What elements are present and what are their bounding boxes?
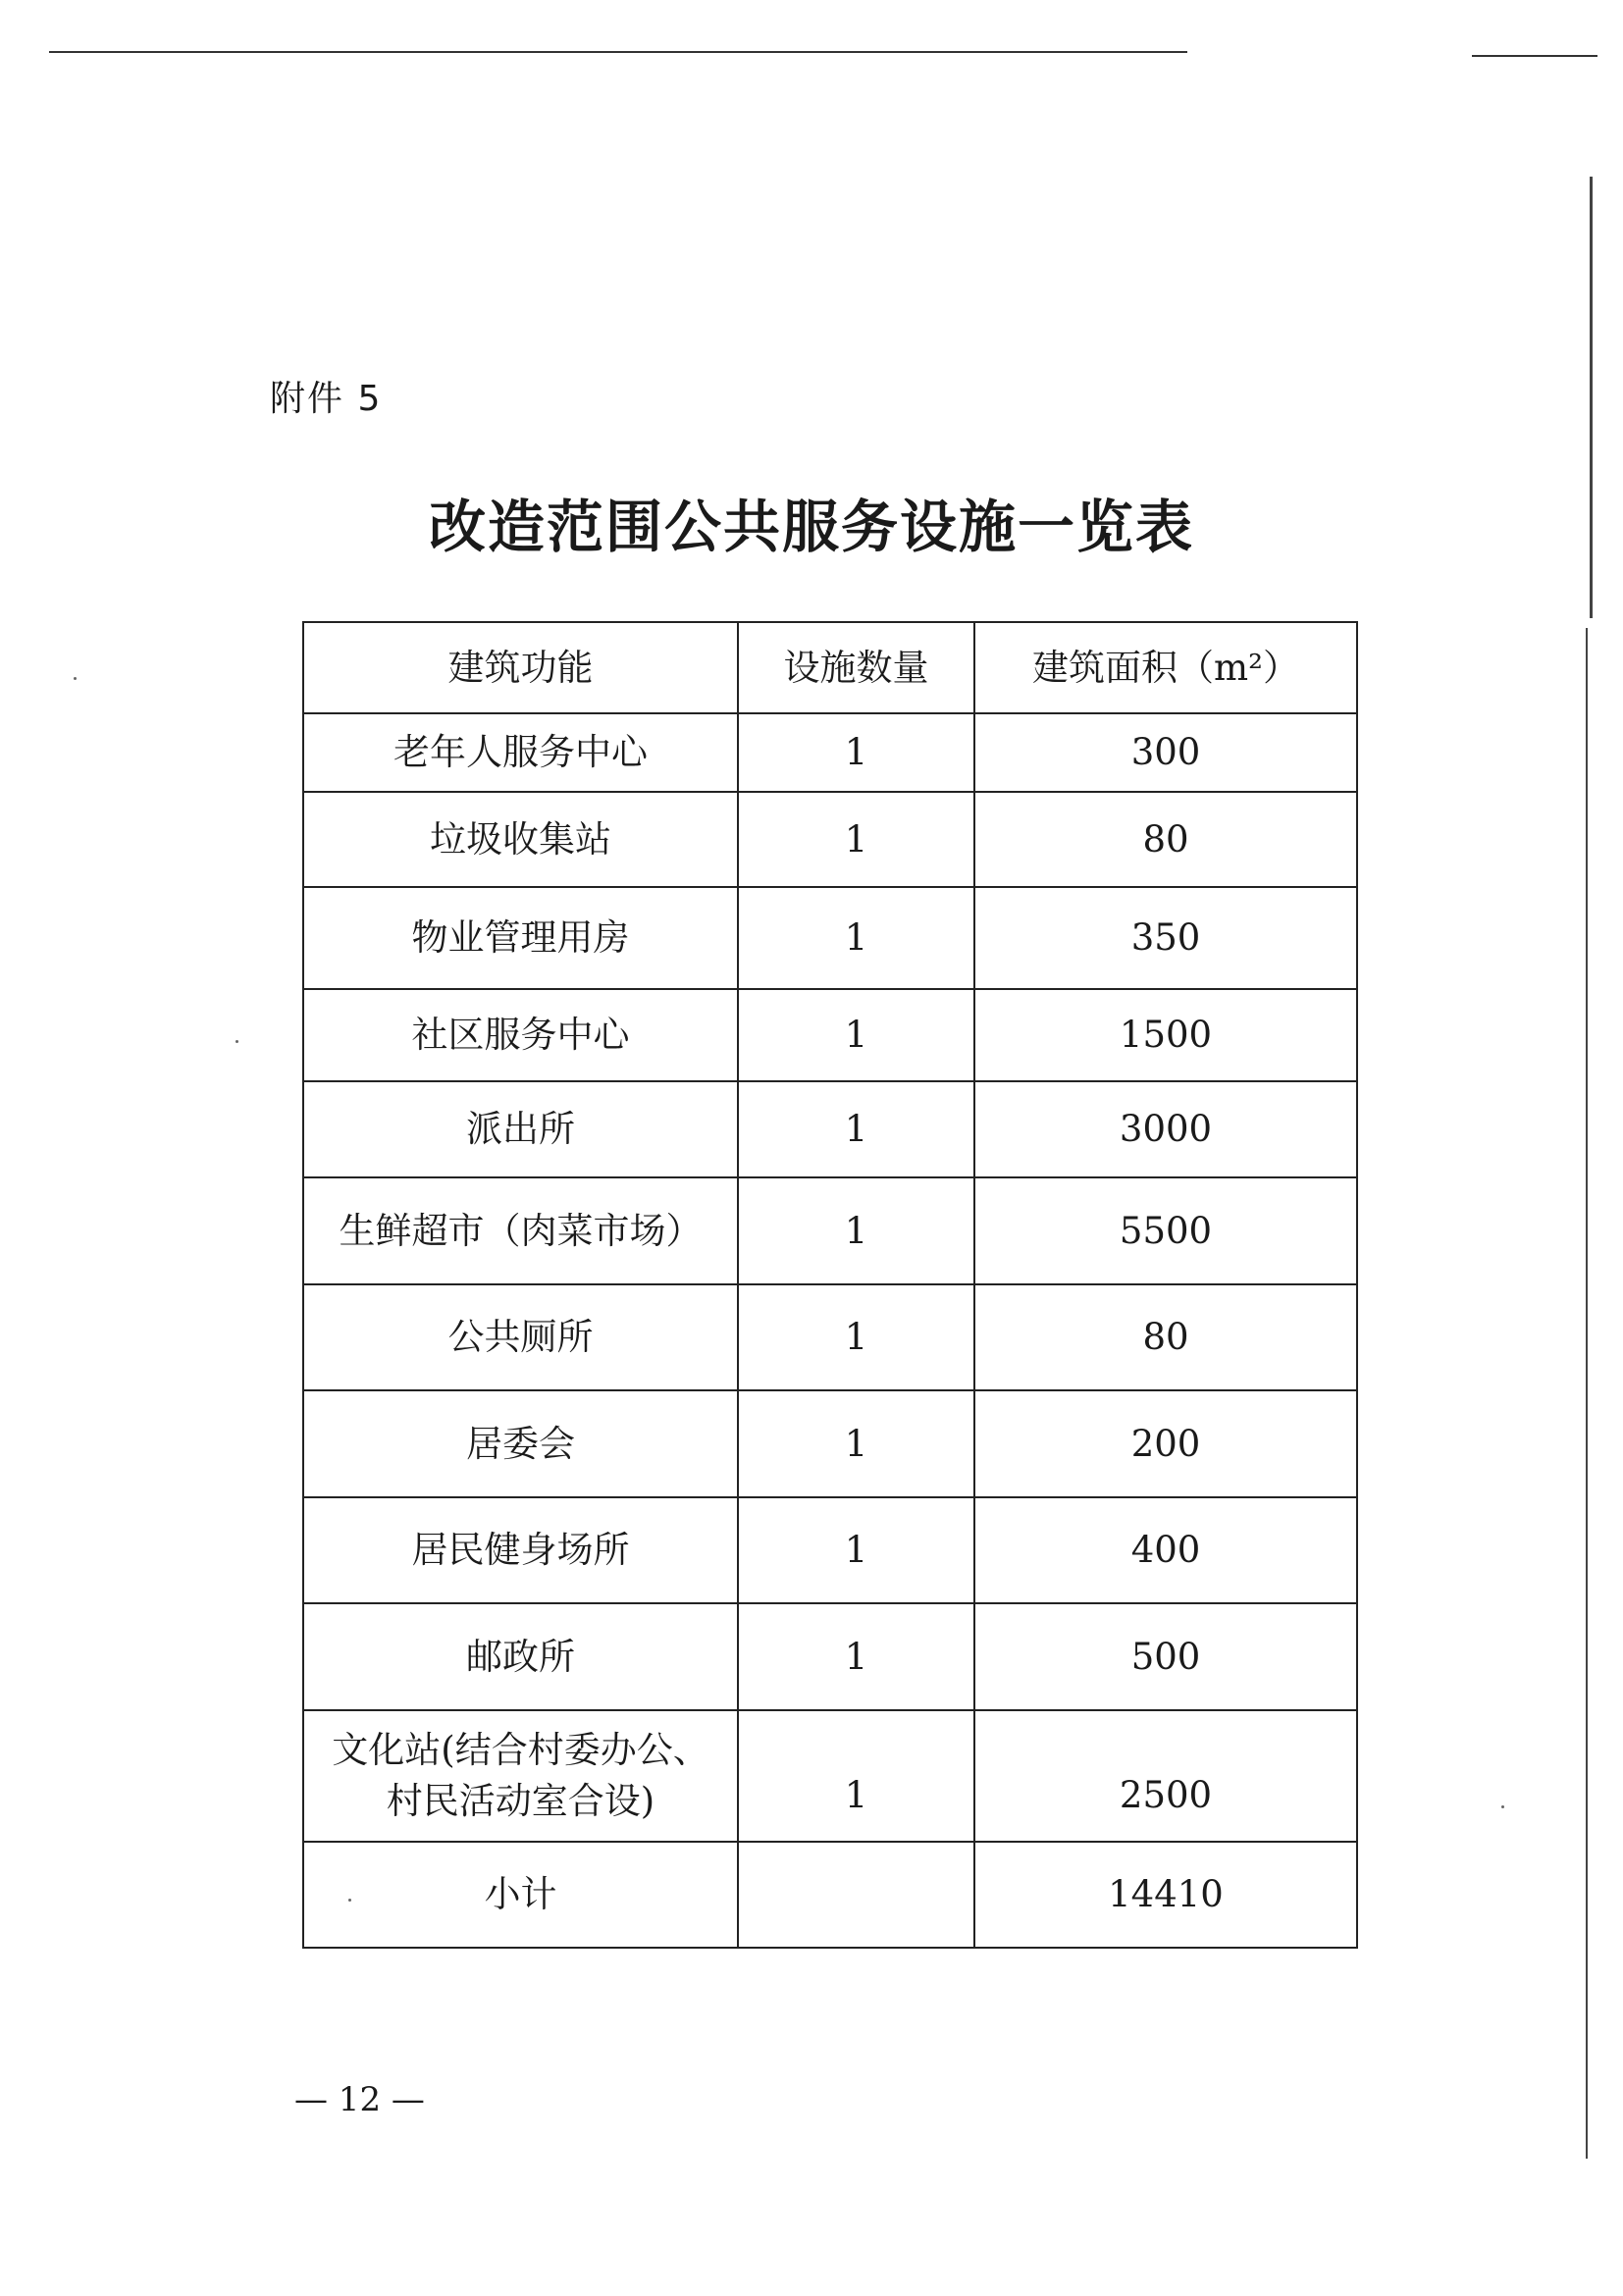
table-row [303, 713, 1357, 792]
cell-count: 1 [738, 713, 974, 792]
cell-total-count [738, 1842, 974, 1948]
cell-count: 1 [738, 1081, 974, 1177]
cell-count: 1 [738, 1177, 974, 1284]
cell-area: 1500 [974, 989, 1357, 1081]
cell-area: 5500 [974, 1177, 1357, 1284]
cell-area: 3000 [974, 1081, 1357, 1177]
cell-function: 老年人服务中心 [303, 713, 738, 792]
cell-function: 垃圾收集站 [303, 792, 738, 887]
cell-area: 2500 [974, 1710, 1357, 1842]
header-function: 建筑功能 [303, 622, 738, 713]
cell-area: 80 [974, 792, 1357, 887]
table-row [303, 1081, 1357, 1177]
cell-area: 500 [974, 1603, 1357, 1710]
cell-total-area: 14410 [974, 1842, 1357, 1948]
cell-function: 生鲜超市（肉菜市场） [303, 1177, 738, 1284]
scan-top-line-right [1472, 55, 1597, 57]
header-count: 设施数量 [738, 622, 974, 713]
scan-speck [74, 677, 77, 680]
cell-count: 1 [738, 989, 974, 1081]
cell-function: 居委会 [303, 1390, 738, 1497]
cell-count: 1 [738, 1603, 974, 1710]
table-row [303, 1710, 1357, 1842]
cell-count: 1 [738, 887, 974, 989]
scan-speck [1501, 1805, 1504, 1808]
table-row [303, 1390, 1357, 1497]
cell-area: 80 [974, 1284, 1357, 1390]
cell-area: 400 [974, 1497, 1357, 1603]
scan-speck [236, 1040, 238, 1043]
table-row [303, 1497, 1357, 1603]
table-row [303, 1284, 1357, 1390]
cell-count: 1 [738, 1284, 974, 1390]
cell-count: 1 [738, 1497, 974, 1603]
table-row [303, 1177, 1357, 1284]
header-area: 建筑面积（m²） [974, 622, 1357, 713]
cell-function: 派出所 [303, 1081, 738, 1177]
cell-function: 居民健身场所 [303, 1497, 738, 1603]
cell-function: 文化站(结合村委办公、 村民活动室合设) [303, 1710, 738, 1842]
cell-area: 350 [974, 887, 1357, 989]
table-total-row [303, 1842, 1357, 1948]
cell-function: 社区服务中心 [303, 989, 738, 1081]
table-row [303, 792, 1357, 887]
scan-top-line [49, 51, 1187, 53]
table-row [303, 887, 1357, 989]
attachment-label: 附件 5 [270, 379, 383, 419]
cell-count: 1 [738, 1710, 974, 1842]
scan-right-edge-lower [1586, 628, 1588, 2159]
cell-function: 物业管理用房 [303, 887, 738, 989]
facilities-table [302, 621, 1358, 1949]
cell-count: 1 [738, 1390, 974, 1497]
table-row [303, 989, 1357, 1081]
page-number: — 12 — [294, 2080, 425, 2119]
table-header-row [303, 622, 1357, 713]
cell-function: 邮政所 [303, 1603, 738, 1710]
page-title: 改造范围公共服务设施一览表 [428, 494, 1194, 560]
cell-function: 公共厕所 [303, 1284, 738, 1390]
cell-total-label: 小计 [303, 1842, 738, 1948]
cell-count: 1 [738, 792, 974, 887]
cell-area: 200 [974, 1390, 1357, 1497]
cell-area: 300 [974, 713, 1357, 792]
table-row [303, 1603, 1357, 1710]
